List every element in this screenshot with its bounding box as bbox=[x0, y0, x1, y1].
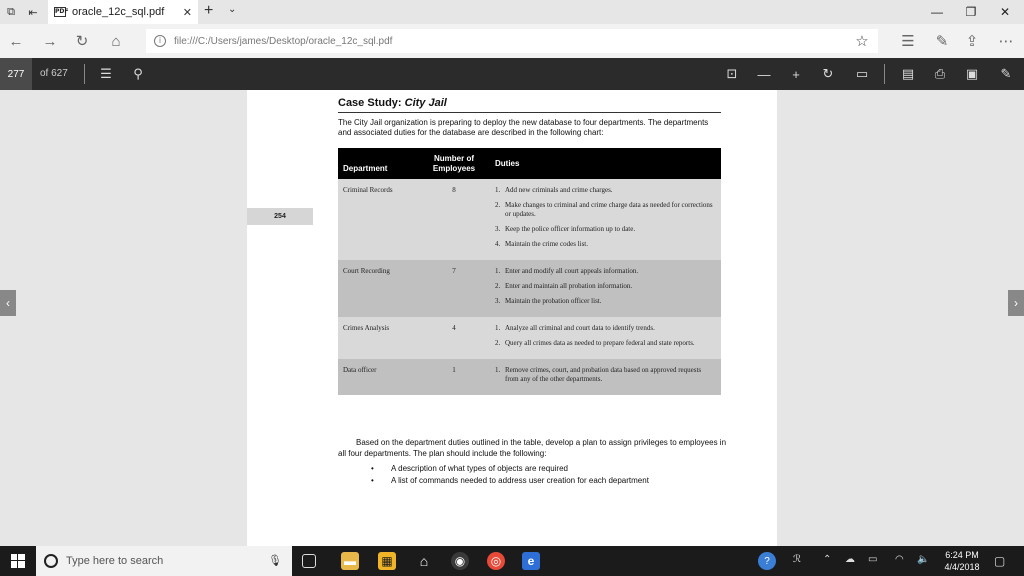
title-name: City Jail bbox=[404, 97, 447, 109]
duty-text: Add new criminals and crime charges. bbox=[505, 186, 613, 194]
duty-number: 2. bbox=[495, 339, 501, 347]
rotate-icon[interactable]: ↻ bbox=[822, 66, 834, 81]
duty-item bbox=[495, 225, 716, 234]
department-cell: Court Recording bbox=[338, 260, 418, 317]
duty-number: 1. bbox=[495, 186, 501, 194]
wifi-icon[interactable]: ◠ bbox=[895, 554, 904, 565]
browser-tab[interactable] bbox=[48, 0, 198, 24]
add-notes-icon[interactable]: ✎ bbox=[1000, 66, 1012, 81]
clock-date: 4/4/2018 bbox=[944, 562, 980, 572]
chevron-down-icon[interactable]: ⌄ bbox=[228, 4, 237, 15]
department-duties-table bbox=[338, 148, 721, 395]
previous-page-icon[interactable]: ‹ bbox=[0, 290, 16, 316]
zoom-out-icon[interactable]: — bbox=[757, 66, 771, 82]
duty-number: 4. bbox=[495, 240, 501, 248]
employee-count-cell: 1 bbox=[418, 359, 490, 395]
duty-item bbox=[495, 297, 716, 306]
favorites-hub-icon[interactable]: ☰ bbox=[901, 33, 915, 50]
save-icon[interactable]: ▣ bbox=[965, 66, 979, 81]
home-icon[interactable]: ⌂ bbox=[111, 32, 121, 50]
page-number-input[interactable]: 277 bbox=[0, 58, 32, 90]
windows-logo-icon bbox=[11, 554, 25, 568]
pdf-file-icon: PDF bbox=[55, 8, 69, 15]
help-icon[interactable]: ? bbox=[758, 552, 776, 570]
taskbar-search-input[interactable] bbox=[36, 546, 292, 576]
chevron-up-icon[interactable]: ⌃ bbox=[823, 554, 832, 565]
table-row bbox=[338, 179, 721, 260]
title-prefix: Case Study: bbox=[338, 97, 405, 109]
duty-text: Enter and modify all court appeals information. bbox=[505, 267, 639, 275]
list-item: • A description of what types of objects are required bbox=[371, 463, 649, 475]
duty-text: Query all crimes data as needed to prepare federal and state reports. bbox=[505, 339, 695, 347]
address-bar[interactable] bbox=[146, 29, 878, 53]
start-button[interactable] bbox=[0, 546, 36, 576]
restore-icon[interactable]: ❐ bbox=[965, 5, 977, 19]
search-icon[interactable]: ⚲ bbox=[133, 66, 143, 81]
column-header-department: Department bbox=[338, 148, 418, 179]
duty-number: 1. bbox=[495, 267, 501, 275]
toolbar-divider bbox=[884, 64, 885, 84]
duty-item bbox=[495, 282, 716, 291]
minimize-icon[interactable]: — bbox=[931, 5, 943, 19]
duties-cell bbox=[490, 317, 721, 359]
table-body bbox=[338, 179, 721, 395]
system-clock[interactable] bbox=[940, 549, 984, 573]
clock-time: 6:24 PM bbox=[945, 550, 979, 560]
favorite-star-icon[interactable]: ☆ bbox=[855, 33, 869, 50]
people-icon[interactable]: ℛ bbox=[793, 554, 801, 565]
more-icon[interactable]: ⋯ bbox=[998, 33, 1014, 50]
requirements-list bbox=[371, 463, 649, 487]
battery-icon[interactable]: ▭ bbox=[868, 554, 878, 565]
printed-page-number: 254 bbox=[247, 208, 313, 225]
search-placeholder: Type here to search bbox=[66, 555, 164, 567]
duty-item bbox=[495, 324, 716, 333]
title-divider bbox=[338, 112, 721, 113]
back-icon[interactable]: ← bbox=[8, 32, 24, 50]
duty-number: 2. bbox=[495, 282, 501, 290]
info-icon[interactable]: i bbox=[154, 35, 166, 47]
chrome-icon[interactable]: ◎ bbox=[487, 552, 505, 570]
duty-item bbox=[495, 201, 716, 219]
microphone-icon[interactable]: 🎙 bbox=[268, 555, 282, 567]
tab-title: oracle_12c_sql.pdf bbox=[72, 6, 165, 18]
file-explorer-icon[interactable]: ▬ bbox=[341, 552, 359, 570]
duties-cell bbox=[490, 359, 721, 395]
department-cell: Data officer bbox=[338, 359, 418, 395]
duty-number: 2. bbox=[495, 201, 501, 209]
cortana-icon bbox=[44, 554, 58, 568]
table-row bbox=[338, 359, 721, 395]
url-text: file:///C:/Users/james/Desktop/oracle_12c_sql.pdf bbox=[174, 35, 393, 47]
onedrive-icon[interactable]: ☁ bbox=[845, 554, 855, 565]
duty-text: Remove crimes, court, and probation data based on approved requests from any of the other departments. bbox=[505, 366, 702, 383]
read-aloud-icon[interactable]: ▤ bbox=[901, 66, 915, 81]
case-study-title bbox=[338, 97, 447, 109]
department-cell: Crimes Analysis bbox=[338, 317, 418, 359]
duty-text: Enter and maintain all probation information. bbox=[505, 282, 633, 290]
duty-number: 3. bbox=[495, 297, 501, 305]
duty-text: Analyze all criminal and court data to identify trends. bbox=[505, 324, 655, 332]
page-count: of 627 bbox=[40, 68, 68, 79]
department-cell: Criminal Records bbox=[338, 179, 418, 260]
duty-item bbox=[495, 186, 716, 195]
duties-cell bbox=[490, 179, 721, 260]
duties-cell bbox=[490, 260, 721, 317]
set-tabs-aside-icon[interactable]: ⇤ bbox=[28, 6, 38, 19]
forward-icon[interactable]: → bbox=[42, 32, 58, 50]
employee-count-cell: 7 bbox=[418, 260, 490, 317]
duty-item bbox=[495, 267, 716, 276]
column-header-employees: Number of Employees bbox=[418, 148, 490, 179]
duty-number: 1. bbox=[495, 366, 501, 374]
edge-icon[interactable]: e bbox=[522, 552, 540, 570]
column-header-duties: Duties bbox=[490, 148, 721, 179]
duty-number: 1. bbox=[495, 324, 501, 332]
list-item: • A list of commands needed to address user creation for each department bbox=[371, 475, 649, 487]
tab-close-icon[interactable]: ✕ bbox=[182, 6, 192, 19]
duty-text: Make changes to criminal and crime charge data as needed for corrections or updates. bbox=[505, 201, 713, 218]
app-icon[interactable]: ◉ bbox=[451, 552, 469, 570]
duty-item bbox=[495, 240, 716, 249]
followup-text: Based on the department duties outlined in the table, develop a plan to assign privileges to employees in all four departments. The plan should include the following: bbox=[338, 438, 727, 458]
zoom-in-icon[interactable]: + bbox=[792, 66, 800, 82]
intro-paragraph: The City Jail organization is preparing to deploy the new database to four departments. The departments and associated duties for the database are described in the following chart: bbox=[338, 118, 709, 137]
followup-paragraph bbox=[338, 437, 728, 459]
tab-preview-icon[interactable]: ⧉ bbox=[7, 5, 15, 18]
employee-count-cell: 4 bbox=[418, 317, 490, 359]
new-tab-icon[interactable]: + bbox=[204, 2, 214, 19]
taskbar bbox=[0, 546, 1024, 576]
home-app-icon[interactable]: ⌂ bbox=[419, 553, 429, 569]
pdf-toolbar bbox=[0, 58, 1024, 90]
volume-icon[interactable]: 🔈 bbox=[917, 554, 930, 565]
fit-to-page-icon[interactable]: ⊡ bbox=[726, 66, 738, 81]
duty-item bbox=[495, 339, 716, 348]
store-icon[interactable]: ▦ bbox=[378, 552, 396, 570]
table-row bbox=[338, 260, 721, 317]
employee-count-cell: 8 bbox=[418, 179, 490, 260]
refresh-icon[interactable]: ↻ bbox=[75, 33, 89, 50]
share-icon[interactable]: ⇪ bbox=[965, 33, 979, 50]
close-window-icon[interactable]: ✕ bbox=[999, 5, 1011, 19]
duty-text: Keep the police officer information up to date. bbox=[505, 225, 636, 233]
table-of-contents-icon[interactable]: ☰ bbox=[100, 66, 112, 81]
duty-number: 3. bbox=[495, 225, 501, 233]
print-icon[interactable]: ⎙ bbox=[934, 66, 946, 81]
web-note-icon[interactable]: ✎ bbox=[935, 33, 949, 50]
duty-item bbox=[495, 366, 716, 384]
navigation-bar bbox=[0, 24, 1024, 58]
duty-text: Maintain the crime codes list. bbox=[505, 240, 589, 248]
task-view-icon[interactable] bbox=[302, 554, 316, 568]
notifications-icon[interactable]: ▢ bbox=[994, 554, 1006, 568]
next-page-icon[interactable]: › bbox=[1008, 290, 1024, 316]
duty-text: Maintain the probation officer list. bbox=[505, 297, 602, 305]
table-row bbox=[338, 317, 721, 359]
pdf-viewer bbox=[0, 90, 1024, 546]
page-layout-icon[interactable]: ▭ bbox=[855, 66, 869, 81]
toolbar-divider bbox=[84, 64, 85, 84]
pdf-page bbox=[247, 90, 777, 546]
table-header-row bbox=[338, 148, 721, 179]
